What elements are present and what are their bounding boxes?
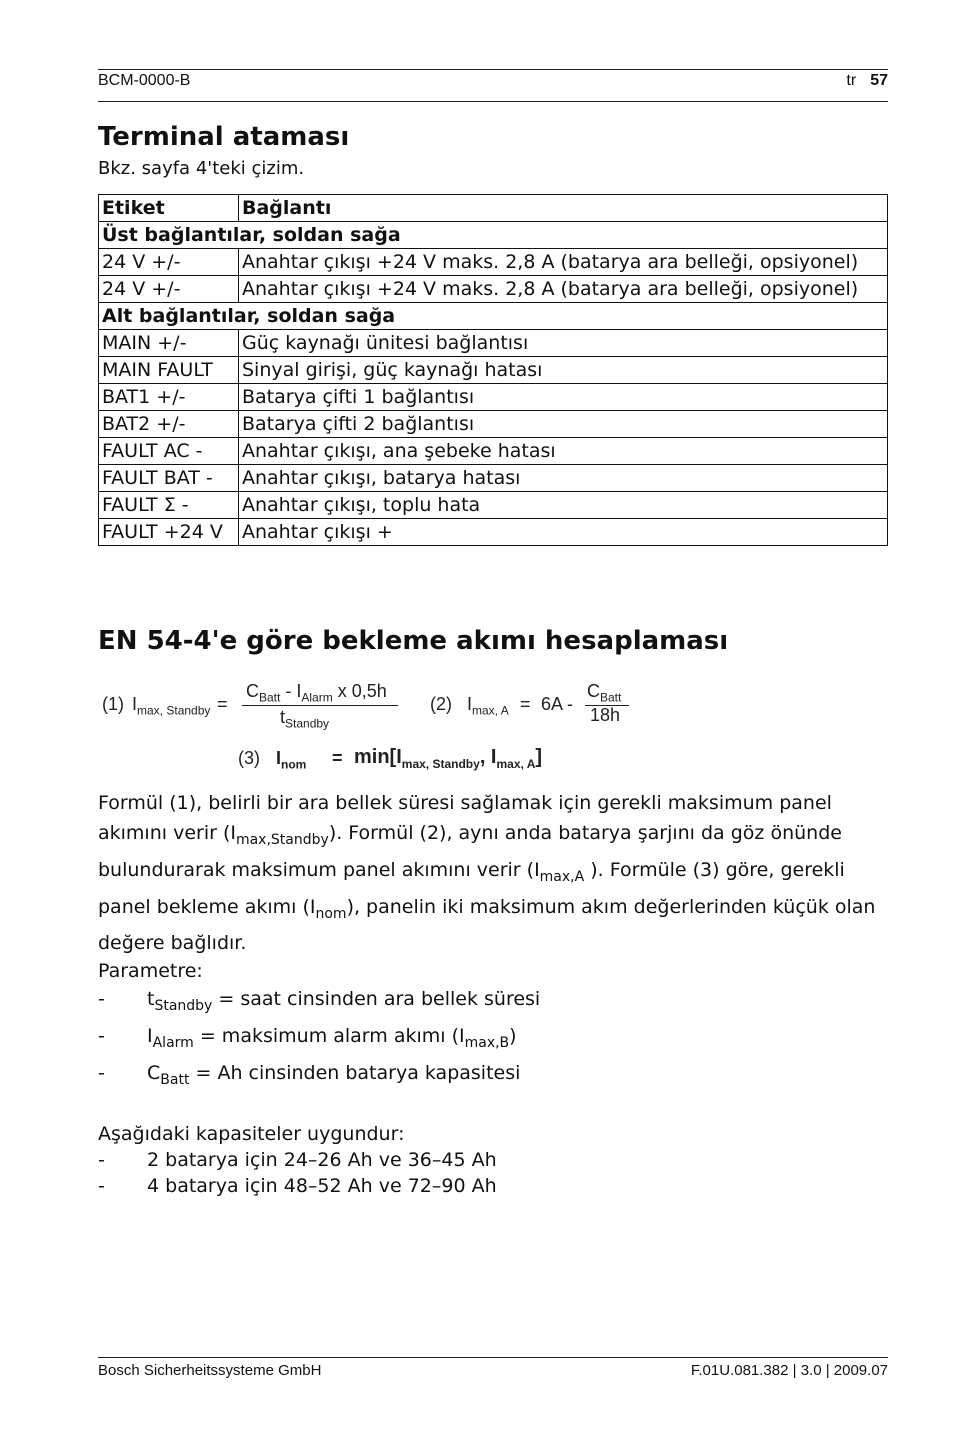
list-item: - $t_{Standby}$ = saat cinsinden ara bellek süresi <box>98 988 541 1015</box>
table-row <box>99 411 888 438</box>
list-item: - 2 batarya için 24–26 Ah ve 36–45 Ah <box>98 1148 497 1171</box>
terminal-description: Güç kaynağı ünitesi bağlantısı <box>239 330 888 357</box>
table-row <box>99 438 888 465</box>
terminal-label: MAIN +/- <box>99 330 239 357</box>
table-row <box>99 276 888 303</box>
terminal-description: Anahtar çıkışı, batarya hatası <box>239 465 888 492</box>
terminal-label: FAULT Σ - <box>99 492 239 519</box>
terminal-label: BAT2 +/- <box>99 411 239 438</box>
terminal-description: Batarya çifti 1 bağlantısı <box>239 384 888 411</box>
column-header-label: Etiket <box>99 195 239 222</box>
section-row-lower <box>99 303 888 330</box>
document-reference: F.01U.081.382 | 3.0 | 2009.07 <box>690 1362 888 1379</box>
terminal-description: Anahtar çıkışı, toplu hata <box>239 492 888 519</box>
terminal-label: 24 V +/- <box>99 276 239 303</box>
table-header-row <box>99 195 888 222</box>
formula-2-denominator: 18h <box>590 705 621 725</box>
terminal-description: Anahtar çıkışı + <box>239 519 888 546</box>
header-right <box>846 72 888 90</box>
terminal-description: Anahtar çıkışı, ana şebeke hatası <box>239 438 888 465</box>
terminal-description: Anahtar çıkışı +24 V maks. 2,8 A (batarya ara belleği, opsiyonel) <box>239 249 888 276</box>
language-code: tr <box>846 72 857 89</box>
formula-2-equals: = <box>520 694 531 714</box>
upper-connections-header: Üst bağlantılar, soldan sağa <box>99 222 888 249</box>
list-item: - $I_{Alarm}$ = maksimum alarm akımı $(I_{max,B})$ <box>98 1025 517 1051</box>
terminal-label: FAULT BAT - <box>99 465 239 492</box>
parameters-list <box>98 984 898 1094</box>
formula-1-denominator: $t_{Standby}$ <box>280 707 330 731</box>
formula-2-lhs: $I_{max, A}$ <box>467 694 509 718</box>
table-row <box>99 492 888 519</box>
table-row <box>99 249 888 276</box>
section-row-upper <box>99 222 888 249</box>
formula-1-lhs: $I_{max, Standby}$ <box>132 694 211 718</box>
terminal-label: BAT1 +/- <box>99 384 239 411</box>
lower-connections-header: Alt bağlantılar, soldan sağa <box>99 303 888 330</box>
section-title-standby-current: EN 54-4'e göre bekleme akımı hesaplaması <box>98 626 729 656</box>
intro-text: Bkz. sayfa 4'teki çizim. <box>98 158 305 179</box>
table-row <box>99 465 888 492</box>
formula-2-number: (2) <box>430 694 452 714</box>
list-item: - $C_{Batt} = Ah$ cinsinden batarya kapasitesi <box>98 1061 521 1088</box>
page-number: 57 <box>870 72 888 89</box>
terminal-label: FAULT AC - <box>99 438 239 465</box>
header-top-rule <box>98 69 888 70</box>
section-title-terminal: Terminal ataması <box>98 122 350 152</box>
terminal-label: 24 V +/- <box>99 249 239 276</box>
formula-2-rhs: 6A - <box>541 694 574 714</box>
column-header-connection: Bağlantı <box>239 195 888 222</box>
table-row <box>99 384 888 411</box>
formula-1-numerator: $C_{Batt} - I_{Alarm}$ x 0,5h <box>246 681 387 705</box>
header-bottom-rule <box>98 101 888 102</box>
formula-3-equals: = <box>332 748 343 768</box>
formula-1-fraction-bar <box>242 705 398 706</box>
table-row <box>99 519 888 546</box>
table-row <box>99 357 888 384</box>
formula-1-equals: = <box>217 694 228 714</box>
formula-3-lhs: $I_{nom}$ <box>276 748 307 772</box>
list-item: - 4 batarya için 48–52 Ah ve 72–90 Ah <box>98 1174 497 1197</box>
capacities-title: Aşağıdaki kapasiteler uygundur: <box>98 1122 405 1145</box>
body-text <box>98 788 898 1199</box>
terminal-label: MAIN FAULT <box>99 357 239 384</box>
company-name: Bosch Sicherheitssysteme GmbH <box>98 1362 322 1379</box>
table-row <box>99 330 888 357</box>
capacities-list <box>98 1147 898 1199</box>
terminal-table <box>98 194 888 546</box>
formula-1-number: (1) <box>102 694 124 714</box>
footer-rule <box>98 1357 888 1358</box>
formula-image <box>100 676 660 776</box>
terminal-description: Batarya çifti 2 bağlantısı <box>239 411 888 438</box>
formula-3-rhs: $\min[I_{max, Standby}$, $I_{max, A}$] <box>354 746 543 771</box>
formula-explanation: Formül (1), belirli bir ara bellek süresi sağlamak için gerekli maksimum panel akımını verir $(I_{max,Standby})$. Formül (2), aynı anda batarya şarjını da göz önünde bulundurarak maksimum panel akımını verir ($I_{max,A}$ ). Formüle (3) göre, gerekli panel bekleme akımı $(I_{nom})$, panelin iki maksimum akım değerlerinden küçük olan değere bağlıdır. <box>98 792 876 955</box>
terminal-description: Sinyal girişi, güç kaynağı hatası <box>239 357 888 384</box>
formula-3-number: (3) <box>238 748 260 768</box>
parameters-title: Parametre: <box>98 960 203 983</box>
terminal-description: Anahtar çıkışı +24 V maks. 2,8 A (batarya ara belleği, opsiyonel) <box>239 276 888 303</box>
terminal-label: FAULT +24 V <box>99 519 239 546</box>
formula-2-numerator: $C_{Batt}$ <box>587 681 622 705</box>
doc-code: BCM-0000-B <box>98 72 191 89</box>
